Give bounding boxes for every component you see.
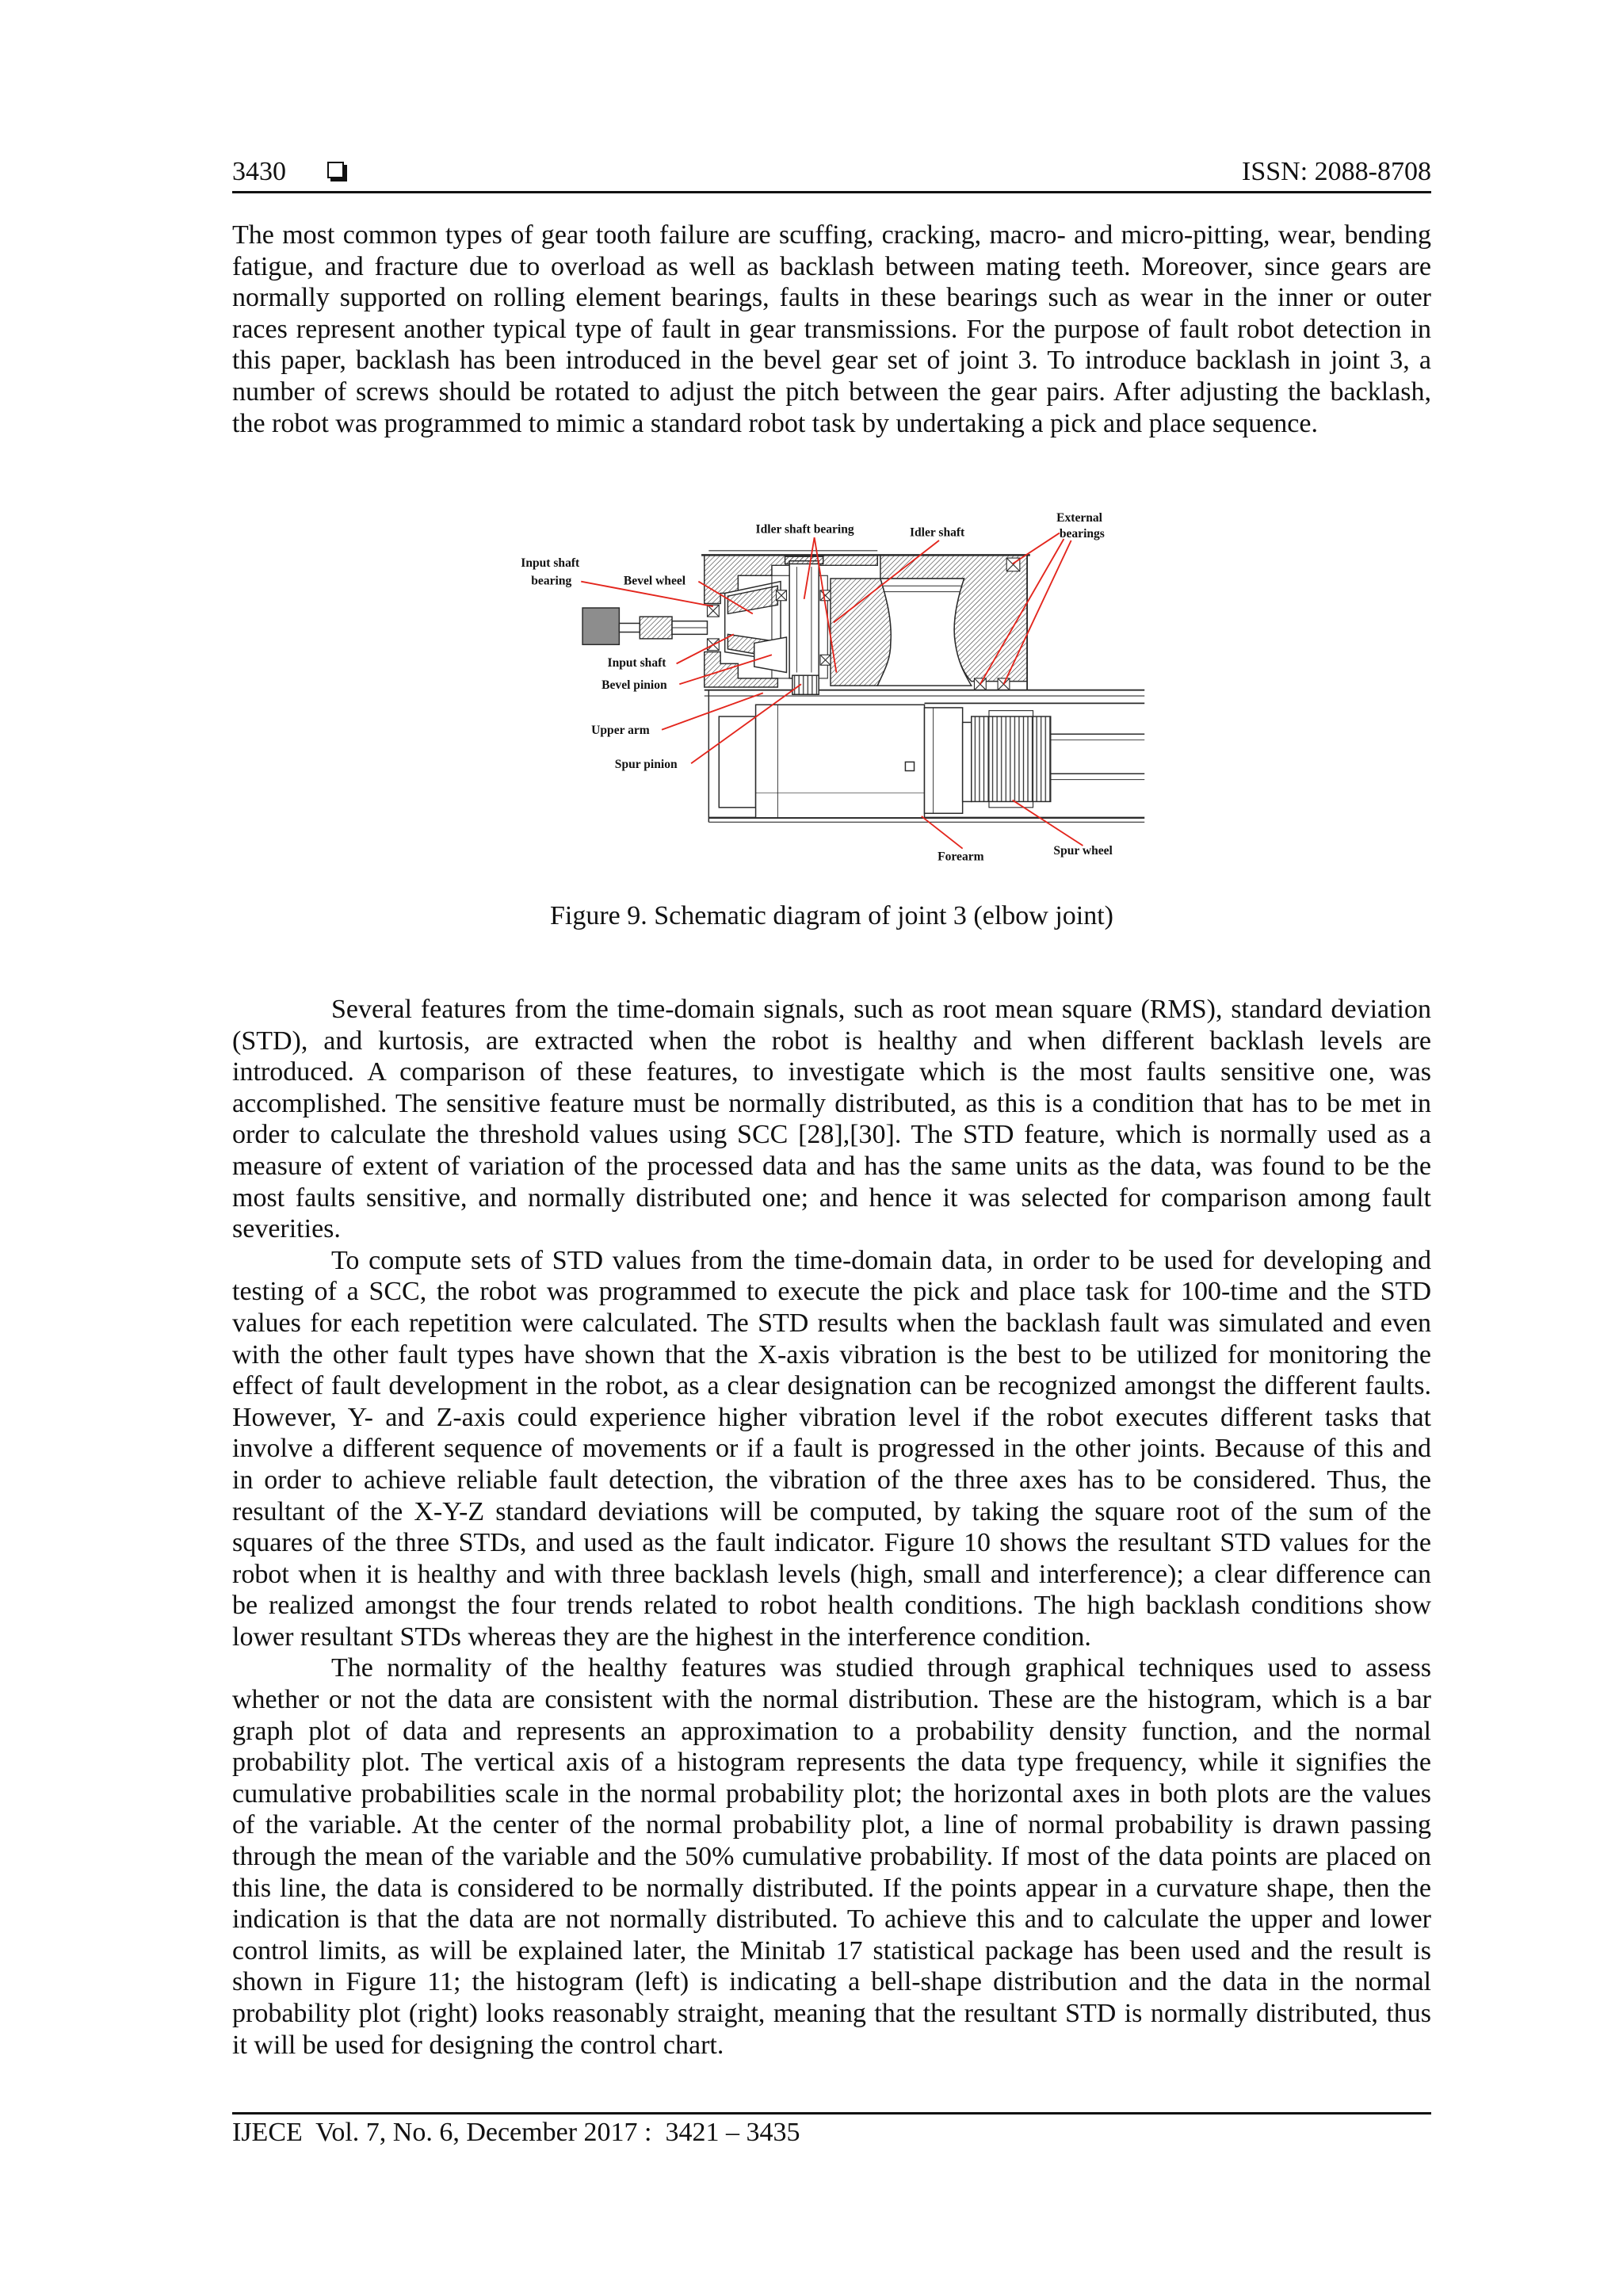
- text-line: testing of a SCC, the robot was programmed to execute the pick and place task for 100-time and the STD: [232, 1277, 1431, 1307]
- text-line: introduced. A comparison of these features, to investigate which is the most faults sensitive one, was: [232, 1057, 1431, 1087]
- text-line: effect of fault development in the robot, as a clear designation can be recognized amongst the different faults.: [232, 1371, 1431, 1401]
- text-line: cumulative probabilities scale in the normal probability plot; the horizontal axes in both plots are the values: [232, 1778, 1431, 1809]
- input-shaft-assembly: [619, 617, 707, 639]
- label-forearm: Forearm: [938, 850, 984, 864]
- text-line: through the mean of the variable and the 50% cumulative probability. If most of the data points are placed on: [232, 1842, 1431, 1872]
- forearm-shaft: [1051, 734, 1145, 779]
- text-line: resultant of the X-Y-Z standard deviations will be computed, by taking the square root of the sum of the: [232, 1496, 1431, 1526]
- label-input-shaft-bearing-line2: bearing: [531, 574, 572, 588]
- text-line: control limits, as will be explained later, the Minitab 17 statistical package has been used and the result is: [232, 1935, 1431, 1966]
- text-line: races represent another typical type of fault in gear transmissions. For the purpose of fault robot detection in: [232, 314, 1431, 344]
- spur-wheel: [972, 711, 1051, 808]
- text-line: shown in Figure 11; the histogram (left) is indicating a bell-shape distribution and the data in the normal: [232, 1967, 1431, 1997]
- label-idler-shaft-bearing: Idler shaft bearing: [755, 522, 854, 537]
- text-line: number of screws should be rotated to adjust the pitch between the gear pairs. After adjusting the backlash,: [232, 376, 1431, 407]
- text-line: it will be used for designing the control chart.: [232, 2030, 724, 2060]
- text-line: robot when it is healthy and with three backlash levels (high, small and interference); a clear difference can: [232, 1559, 1431, 1589]
- text-line: order to calculate the threshold values using SCC [28],[30]. The STD feature, which is normally used as a: [232, 1120, 1431, 1150]
- forearm-motor: [719, 705, 971, 818]
- text-line: in order to achieve reliable fault detection, the vibration of the three axes has to be considered. Thus, the: [232, 1465, 1431, 1495]
- text-line: normally supported on rolling element bearings, faults in these bearings such as wear in the inner or outer: [232, 283, 1431, 313]
- text-line: accomplished. The sensitive feature must be normally distributed, as this is a condition that has to be met in: [232, 1088, 1431, 1118]
- text-line: squares of the three STDs, and used as the fault indicator. Figure 10 shows the resultant STD values for the: [232, 1528, 1431, 1558]
- header-divider: [232, 191, 1431, 193]
- figure-caption: Figure 9. Schematic diagram of joint 3 (elbow joint): [549, 901, 1113, 930]
- text-line: values for each repetition were calculated. The STD results when the backlash fault was simulated and even: [232, 1308, 1431, 1338]
- spur-pinion: [792, 675, 819, 694]
- label-spur-wheel: Spur wheel: [1053, 844, 1113, 858]
- paragraph-normality: [232, 1652, 1431, 2061]
- journal-citation: IJECE Vol. 7, No. 6, December 2017 : 3421 – 3435: [232, 2118, 800, 2147]
- text-line: fatigue, and fracture due to overload as well as backlash between mating teeth. Moreover, since gears are: [232, 251, 1431, 281]
- text-line: (STD), and kurtosis, are extracted when the robot is healthy and when different backlash levels are: [232, 1026, 1431, 1056]
- text-line: lower resultant STDs whereas they are the highest in the interference condition.: [232, 1622, 1091, 1652]
- text-line: To compute sets of STD values from the time-domain data, in order to be used for developing and: [331, 1245, 1431, 1275]
- text-line: of the variable. At the center of the normal probability plot, a line of normal probability is drawn passing: [232, 1810, 1431, 1840]
- text-line: The normality of the healthy features was studied through graphical techniques used to assess: [331, 1653, 1431, 1683]
- label-upper-arm: Upper arm: [591, 724, 650, 738]
- input-motor: [582, 608, 619, 644]
- input-shaft-bearings: [707, 605, 719, 650]
- text-line: graph plot of data and represents an approximation to a probability density function, and the normal: [232, 1716, 1431, 1746]
- text-line: the robot was programmed to mimic a standard robot task by undertaking a pick and place sequence.: [232, 408, 1318, 438]
- label-input-shaft-bearing-line1: Input shaft: [521, 556, 580, 571]
- page-number: 3430: [232, 157, 286, 186]
- label-bevel-pinion: Bevel pinion: [601, 678, 667, 692]
- text-line: whether or not the data are consistent with the normal distribution. These are the histogram, which is a bar: [232, 1685, 1431, 1715]
- journal-issn: ISSN: 2088-8708: [1242, 157, 1431, 186]
- text-line: involve a different sequence of movements or if a fault is progressed in the other joints. Because of this and: [232, 1434, 1431, 1464]
- label-external-bearings-line2: bearings: [1059, 527, 1105, 541]
- text-line: most faults sensitive, and normally distributed one; and hence it was selected for comparison among fault: [232, 1182, 1431, 1213]
- text-line: this paper, backlash has been introduced in the bevel gear set of joint 3. To introduce backlash in joint 3, a: [232, 346, 1431, 376]
- text-line: Several features from the time-domain signals, such as root mean square (RMS), standard deviation: [331, 995, 1431, 1024]
- text-line: indication is that the data are not normally distributed. To achieve this and to calculate the upper and lower: [232, 1904, 1431, 1935]
- footer-divider: [232, 2112, 1431, 2115]
- joint3-schematic-diagram: [514, 499, 1148, 875]
- text-line: measure of extent of variation of the processed data and has the same units as the data, was found to be the: [232, 1151, 1431, 1181]
- label-input-shaft: Input shaft: [607, 656, 666, 670]
- label-idler-shaft: Idler shaft: [909, 525, 965, 540]
- text-line: probability plot. The vertical axis of a histogram represents the data type frequency, while it signifies the: [232, 1748, 1431, 1778]
- text-line: The most common types of gear tooth failure are scuffing, cracking, macro- and micro-pitting, wear, bending: [232, 220, 1431, 250]
- label-spur-pinion: Spur pinion: [614, 757, 678, 771]
- shadowed-square-icon: [327, 162, 344, 178]
- text-line: be realized amongst the four trends related to robot health conditions. The high backlash conditions show: [232, 1591, 1431, 1621]
- label-bevel-wheel: Bevel wheel: [623, 574, 686, 588]
- pointer-spur-wheel: [1013, 800, 1083, 846]
- text-line: this line, the data is considered to be normally distributed. If the points appear in a curvature shape, then the: [232, 1873, 1431, 1903]
- paragraph-std-computation: [232, 1245, 1431, 1653]
- text-line: probability plot (right) looks reasonably straight, meaning that the resultant STD is normally distributed, thus: [232, 1999, 1431, 2028]
- text-line: However, Y- and Z-axis could experience higher vibration level if the robot executes different tasks that: [232, 1402, 1431, 1432]
- text-line: severities.: [232, 1214, 341, 1244]
- label-external-bearings-line1: External: [1056, 510, 1103, 525]
- body-text: [232, 994, 1431, 2061]
- paragraph-gear-faults: [232, 220, 1431, 439]
- paragraph-feature-selection: [232, 994, 1431, 1245]
- pointer-forearm: [922, 816, 963, 849]
- text-line: with the other fault types have shown that the X-axis vibration is the best to be utilized for monitoring the: [232, 1339, 1431, 1370]
